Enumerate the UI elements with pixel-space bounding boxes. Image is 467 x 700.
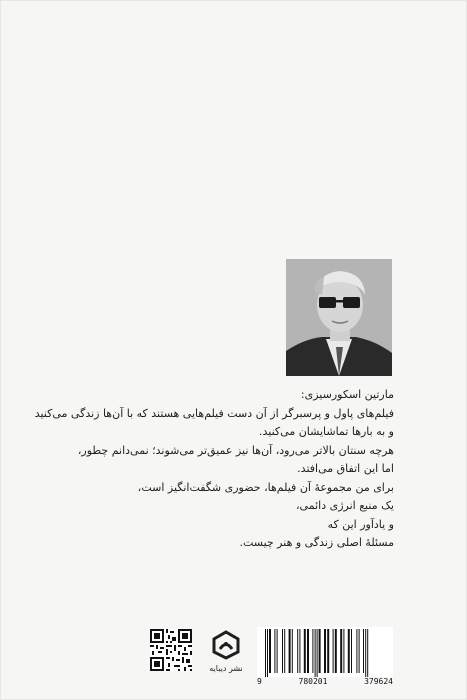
barcode-bar	[348, 629, 350, 673]
qr-code	[150, 629, 192, 671]
isbn-barcode	[257, 627, 393, 677]
barcode-bar	[324, 629, 326, 673]
barcode-guard-bar	[367, 629, 368, 677]
quote-line: برای من مجموعهٔ آن فیلم‌ها، حضوری شگفت‌انگیز است،	[137, 480, 394, 494]
author-portrait-photo	[286, 259, 392, 376]
barcode-bar	[297, 629, 298, 673]
barcode-bar	[359, 629, 360, 673]
quote-line: اما این اتفاق می‌افتد.	[297, 462, 394, 475]
barcode-bar	[319, 629, 321, 673]
barcode-bar	[299, 629, 300, 673]
barcode-bar	[363, 629, 364, 673]
barcode-bar	[269, 629, 271, 673]
barcode-bar	[292, 629, 293, 673]
publisher-logo-icon	[211, 630, 241, 660]
barcode-bar	[312, 629, 313, 673]
back-cover-quote	[34, 386, 394, 553]
barcode-bar	[277, 629, 278, 673]
barcode-bar	[335, 629, 337, 673]
barcode-bar	[333, 629, 334, 673]
barcode-number	[257, 677, 393, 686]
barcode-bar	[340, 629, 342, 673]
barcode-digit-group: 780201	[298, 677, 328, 686]
quote-line: و به بارها تماشایشان می‌کنید.	[259, 425, 394, 438]
barcode-bar	[282, 629, 283, 673]
barcode-bar	[356, 629, 357, 673]
quote-line: هرچه سنتان بالاتر می‌رود، آن‌ها نیز عمیق‌تر می‌شوند؛ نمی‌دانم چطور،	[77, 443, 394, 457]
barcode-bar	[284, 629, 285, 673]
publisher-logo	[206, 630, 246, 674]
barcode-guard-bar	[315, 629, 316, 677]
barcode-digit-group: 9	[257, 677, 262, 686]
quote-line: فیلم‌های پاول و پرسبرگر از آن دست فیلم‌هایی هستند که با آن‌ها زندگی می‌کنید	[34, 406, 394, 420]
quote-line: و یادآور این که	[327, 517, 394, 531]
barcode-bar	[351, 629, 352, 673]
author-heading: مارتین اسکورسیزی:	[300, 388, 394, 401]
quote-line: مسئلهٔ اصلی زندگی و هنر چیست.	[239, 536, 394, 549]
barcode-bar	[304, 629, 306, 673]
barcode-digit-group: 379624	[364, 677, 393, 686]
barcode-bar	[289, 629, 291, 673]
portrait-illustration	[286, 259, 392, 376]
quote-line: یک منبع انرژی دائمی،	[296, 499, 394, 512]
barcode-guard-bar	[265, 629, 266, 677]
barcode-guard-bar	[365, 629, 366, 677]
barcode-bar	[327, 629, 329, 673]
barcode-bar	[274, 629, 275, 673]
barcode-guard-bar	[317, 629, 318, 677]
barcode-guard-bar	[267, 629, 268, 677]
barcode-bar	[307, 629, 309, 673]
publisher-name: نشر دیبایه	[209, 664, 243, 673]
barcode-bar	[343, 629, 344, 673]
